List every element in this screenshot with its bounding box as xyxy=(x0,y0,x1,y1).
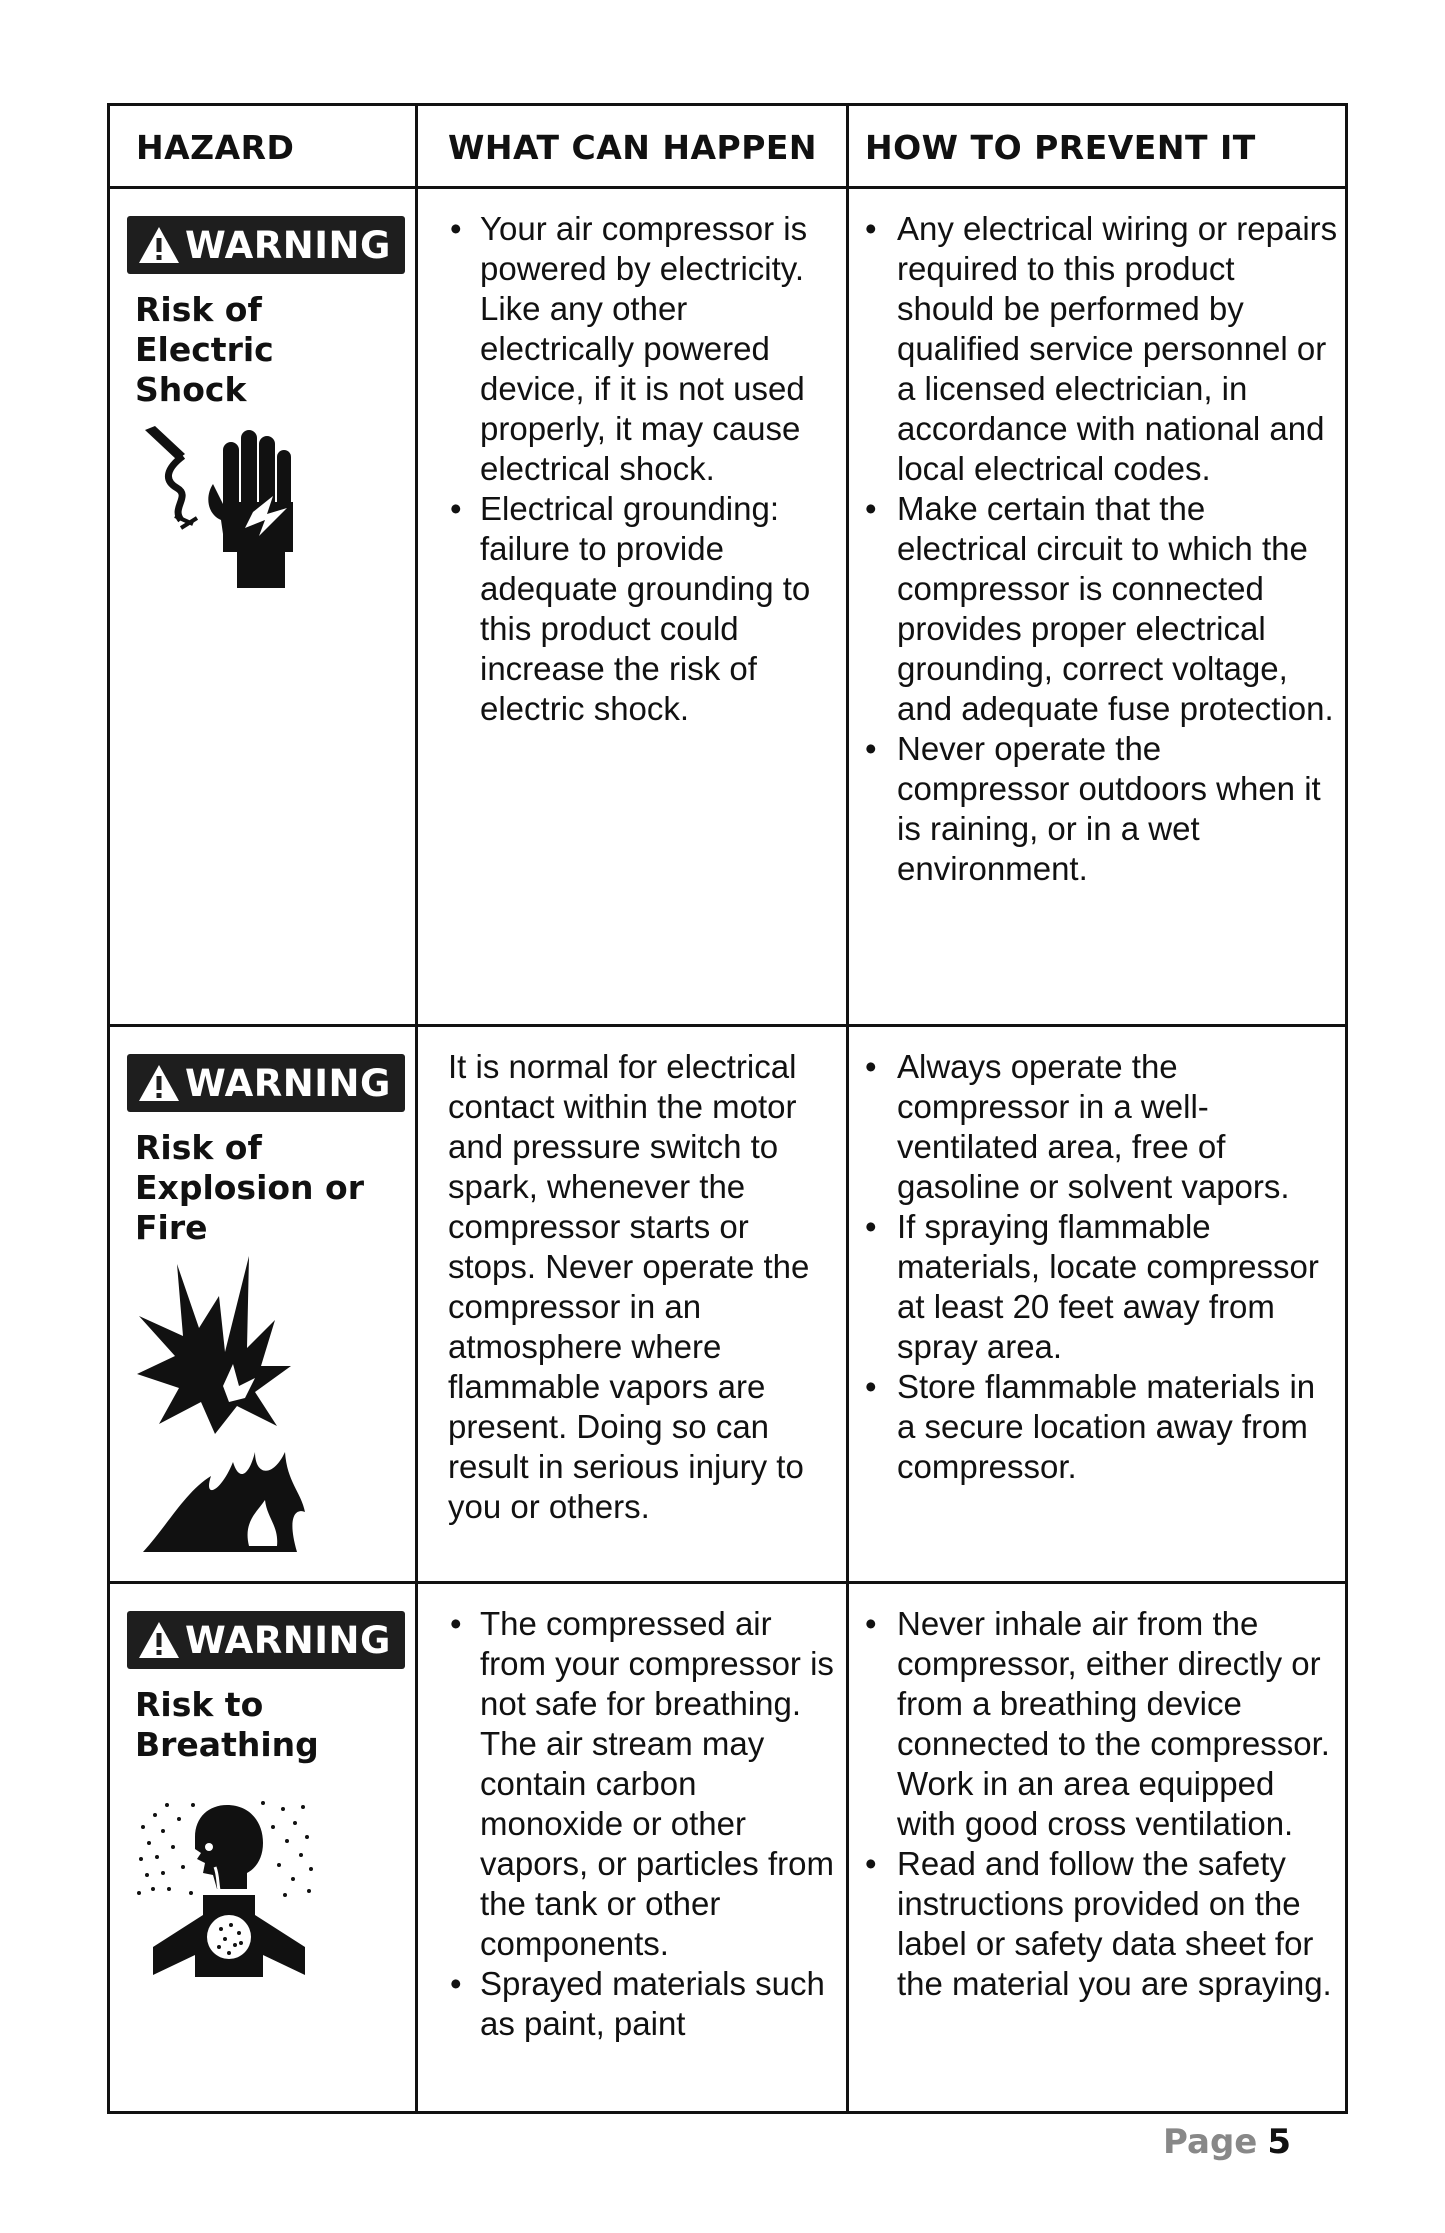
electric-shock-hand-icon xyxy=(141,424,301,594)
list-item: • Never inhale air from the compressor, either directly or from a breathing device connected to the compressor. Work in an area equipped with good cross ventilation. xyxy=(865,1604,1339,1844)
paragraph: It is normal for electrical contact within the motor and pressure switch to spark, whenever the compressor starts or stops. Never operate the compressor in an atmosphere where flammable vapors are present. Doing so can result in serious injury to you or others. xyxy=(448,1048,810,1525)
page-number-value: 5 xyxy=(1267,2122,1292,2162)
hazard-cell xyxy=(109,1583,417,2113)
list-item: • Make certain that the electrical circuit to which the compressor is connected provides proper electrical grounding, correct voltage, and adequate fuse protection. xyxy=(865,489,1339,729)
explosion-fire-icon xyxy=(137,1256,317,1556)
warning-triangle-icon xyxy=(137,1063,181,1103)
header-how-to-prevent: HOW TO PREVENT IT xyxy=(848,105,1347,188)
warning-badge: WARNING xyxy=(127,216,405,274)
what-can-happen-cell xyxy=(417,1026,848,1583)
hazard-table xyxy=(107,103,1348,2114)
list-item: • Always operate the compressor in a well-ventilated area, free of gasoline or solvent vapors. xyxy=(865,1047,1339,1207)
what-can-happen-cell xyxy=(417,188,848,1026)
warning-triangle-icon xyxy=(137,225,181,265)
header-what-can-happen: WHAT CAN HAPPEN xyxy=(417,105,848,188)
list-item: • Read and follow the safety instructions provided on the label or safety data sheet for the material you are spraying. xyxy=(865,1844,1339,2004)
hazard-cell xyxy=(109,188,417,1026)
how-to-prevent-cell xyxy=(848,1026,1347,1583)
page-label: Page xyxy=(1163,2122,1258,2162)
warning-triangle-icon xyxy=(137,1620,181,1660)
list-item: • Any electrical wiring or repairs required to this product should be performed by qualified service personnel or a licensed electrician, in accordance with national and local electrical codes. xyxy=(865,209,1339,489)
warning-badge: WARNING xyxy=(127,1611,405,1669)
table-header-row xyxy=(109,105,1347,188)
risk-title: Risk of Electric Shock xyxy=(135,290,274,409)
table-row xyxy=(109,1026,1347,1583)
risk-title: Risk of Explosion or Fire xyxy=(135,1128,364,1247)
how-to-prevent-cell xyxy=(848,188,1347,1026)
list-item: • Sprayed materials such as paint, paint xyxy=(448,1964,838,2044)
list-item: • Your air compressor is powered by electricity. Like any other electrically powered device, if it is not used properly, it may cause electrical shock. xyxy=(448,209,838,489)
table-row xyxy=(109,1583,1347,2113)
what-can-happen-cell xyxy=(417,1583,848,2113)
list-item: • Store flammable materials in a secure location away from compressor. xyxy=(865,1367,1339,1487)
list-item: • Never operate the compressor outdoors when it is raining, or in a wet environment. xyxy=(865,729,1339,889)
warning-badge: WARNING xyxy=(127,1054,405,1112)
how-to-prevent-cell xyxy=(848,1583,1347,2113)
table-row xyxy=(109,188,1347,1026)
risk-title: Risk to Breathing xyxy=(135,1685,319,1764)
list-item: • The compressed air from your compressor is not safe for breathing. The air stream may contain carbon monoxide or other vapors, or particles from the tank or other components. xyxy=(448,1604,838,1964)
list-item: • Electrical grounding: failure to provide adequate grounding to this product could increase the risk of electric shock. xyxy=(448,489,838,729)
header-hazard: HAZARD xyxy=(109,105,417,188)
hazard-cell xyxy=(109,1026,417,1583)
list-item: • If spraying flammable materials, locate compressor at least 20 feet away from spray area. xyxy=(865,1207,1339,1367)
breathing-hazard-icon xyxy=(133,1797,317,1977)
page-number xyxy=(1163,2122,1291,2162)
